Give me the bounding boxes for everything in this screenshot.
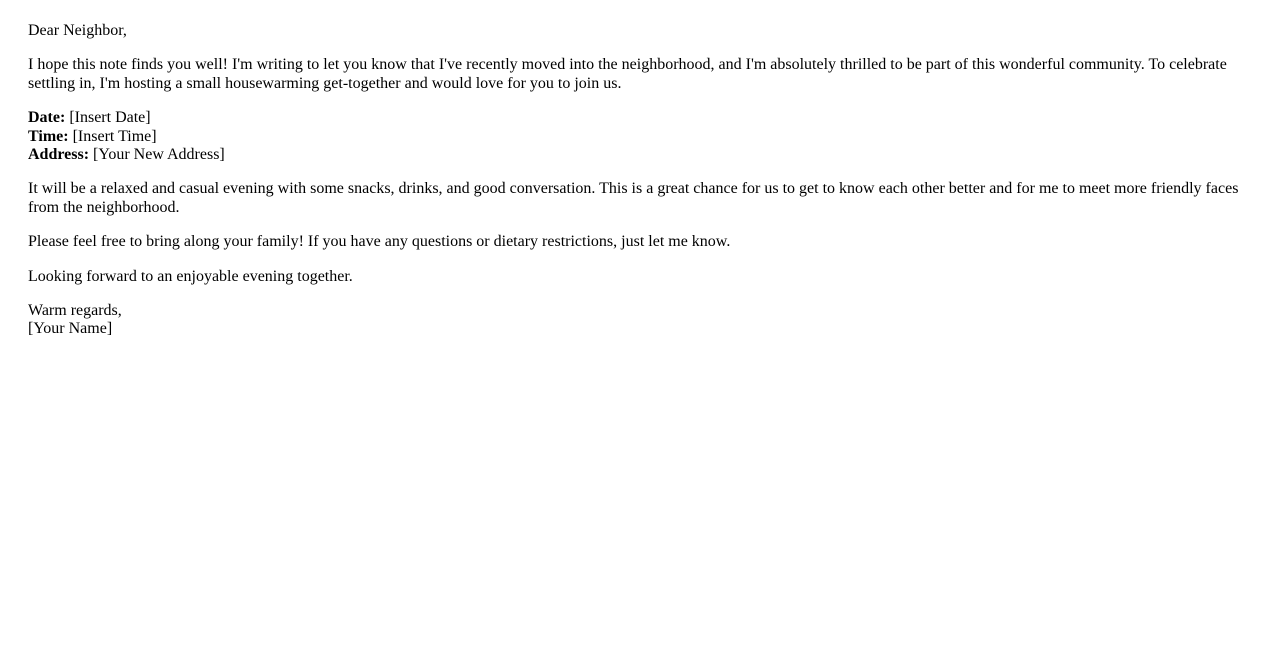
address-label: Address: xyxy=(28,145,90,163)
closing-block xyxy=(28,302,1250,339)
time-value: [Insert Time] xyxy=(72,127,157,145)
date-value: [Insert Date] xyxy=(69,109,151,127)
family-paragraph: Please feel free to bring along your family! If you have any questions or dietary restrictions, just let me know. xyxy=(28,233,731,251)
detail-line-time xyxy=(28,128,157,145)
intro-paragraph: I hope this note finds you well! I'm writing to let you know that I've recently moved into the neighborhood, and I'm absolutely thrilled to be part of this wonderful community. To celebrate settling in, I'm hosting a small housewarming get-together and would love for you to join us. xyxy=(28,56,1227,92)
signature: [Your Name] xyxy=(28,320,113,338)
salutation: Dear Neighbor, xyxy=(28,22,127,39)
detail-line-date xyxy=(28,109,151,126)
time-label: Time: xyxy=(28,127,69,145)
detail-line-address xyxy=(28,146,225,163)
evening-paragraph: It will be a relaxed and casual evening with some snacks, drinks, and good conversation. This is a great chance for us to get to know each other better and for me to meet more friendly faces from the neighborhood. xyxy=(28,180,1239,216)
looking-forward-paragraph: Looking forward to an enjoyable evening together. xyxy=(28,267,353,285)
date-label: Date: xyxy=(28,109,66,127)
event-details xyxy=(28,109,1250,164)
closing: Warm regards, xyxy=(28,301,122,319)
address-value: [Your New Address] xyxy=(93,145,225,163)
